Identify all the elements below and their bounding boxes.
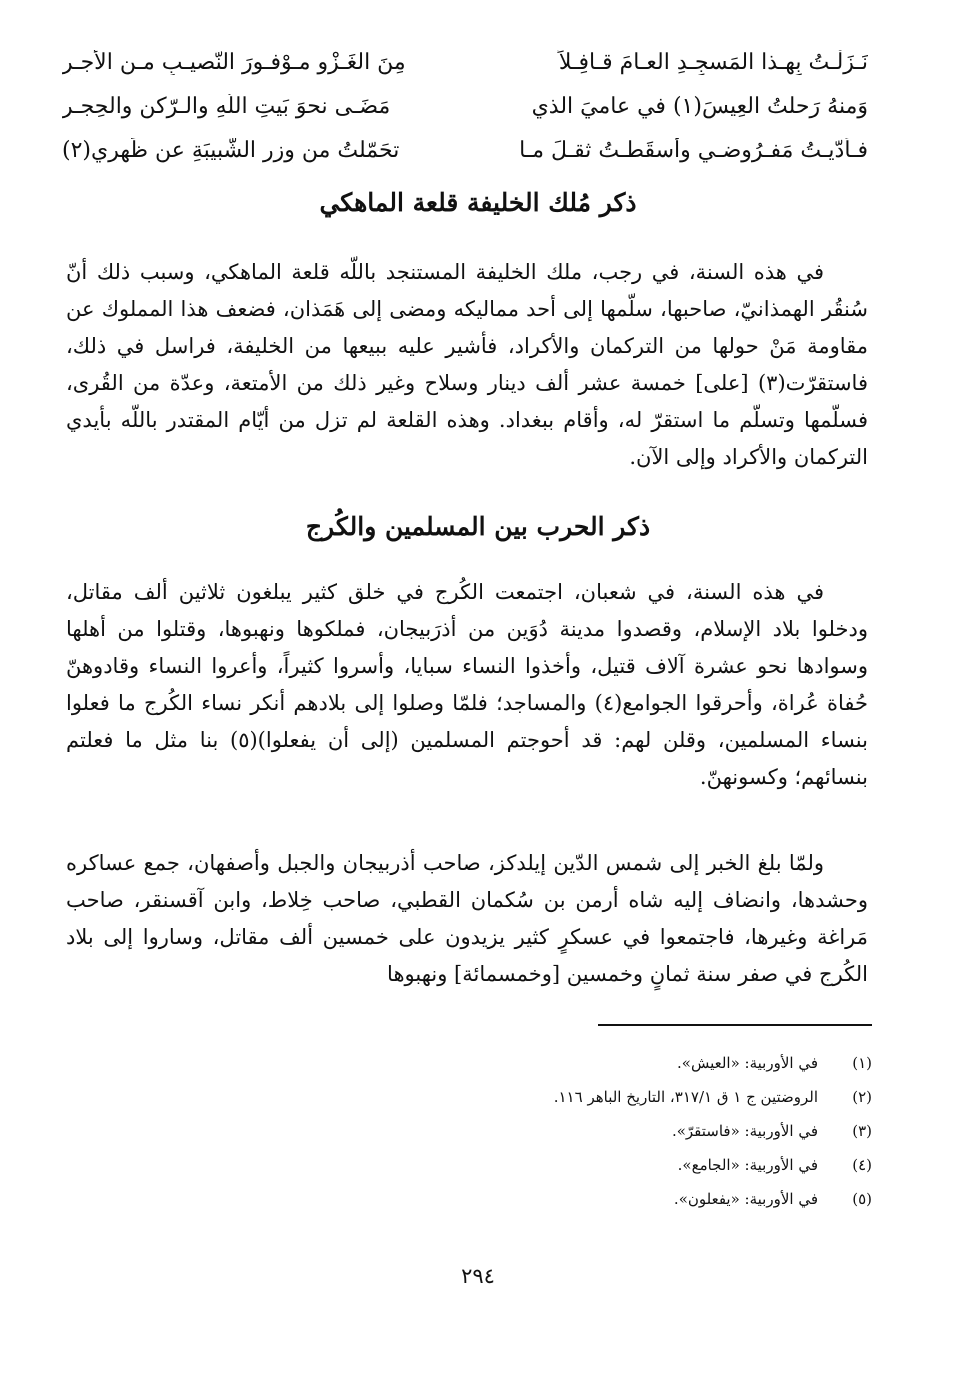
section-heading-war: ذكر الحرب بين المسلمين والكُرج bbox=[305, 512, 651, 541]
footnote-number: (١) bbox=[852, 1054, 872, 1072]
footnote-text: الروضتين ج ١ ق ٣١٧/١، التاريخ الباهر ١١٦. bbox=[553, 1088, 818, 1106]
poem-block bbox=[62, 40, 868, 172]
footnote-item bbox=[200, 1182, 872, 1216]
footnote-item bbox=[200, 1046, 872, 1080]
footnote-number: (٥) bbox=[852, 1190, 872, 1208]
footnote-divider bbox=[598, 1024, 872, 1026]
footnote-text: في الأوربية: «الجامع». bbox=[677, 1156, 818, 1174]
paragraph-war: في هذه السنة، في شعبان، اجتمعت الكُرج في خلق كثير يبلغون ثلاثين ألف مقاتل، ودخلوا بلاد الإسلام، وقصدوا مدينة دُوَين من أذرَبيجان، فملكوها ونهبوها، وقتلوا من أهلها وسوادها نحو عشرة آلاف قتيل، وأخذوا النساء سبايا، وأسروا كثيراً، وأعروا النساء وقادوهنّ حُفاة عُراة، وأحرقوا الجوامع(٤) والمساجد؛ فلمّا وصلوا إلى بلادهم أنكر نساء الكُرج ما فعلوا بنساء المسلمين، وقلن لهم: قد أحوجتم المسلمين (إلى أن يفعلوا)(٥) بنا مثل ما فعلتم بنسائهم؛ وكسونهنّ. bbox=[66, 580, 868, 789]
verse-second-hemistich: تحَمّلتُ من وِزرِ الشّبيبَةِ عن ظَهرِي(٢) bbox=[62, 137, 400, 163]
verse-line bbox=[62, 40, 868, 84]
footnote-number: (٢) bbox=[852, 1088, 872, 1106]
paragraph-campaign: ولمّا بلغ الخبر إلى شمس الدّين إيلدكز، صاحب أذربيجان والجبل وأصفهان، جمع عساكره وحشدها، وانضاف إليه شاه أرمن بن سُكمان القطبي، صاحب خِلاط، وابن آقسنقر، صاحب مَراغة وغيرها، فاجتمعوا في عسكرٍ كثير يزيدون على خمسين ألف مقاتل، وساروا إلى بلاد الكُرج في صفر سنة ثمانٍ وخمسين [وخمسمائة] ونهبوها bbox=[66, 851, 868, 986]
paragraph-fortress: في هذه السنة، في رجب، ملك الخليفة المستنجد باللّه قلعة الماهكي، وسبب ذلك أنّ سُنقُر الهمذانيّ، صاحبها، سلّمها إلى أحد مماليكه ومضى إلى هَمَذان، فضعف هذا المملوك عن مقاومة مَنْ حولها من التركمان والأكراد، فأشير عليه ببيعها من الخليفة، فراسل في ذلك، فاستقرّت(٣) [على] خمسة عشر ألف دينار وسلاح وغير ذلك من الأمتعة، وعدّة من القُرى، فسلّمها وتسلّم ما استقرّ له، وأقام ببغداد. وهذه القلعة لم تزل من أيّام المقتدر باللّه بأيدي التركمان والأكراد وإلى الآن. bbox=[66, 260, 868, 469]
footnote-number: (٤) bbox=[852, 1156, 872, 1174]
section-heading-fortress: ذكر مُلك الخليفة قلعة الماهكي bbox=[319, 188, 637, 217]
verse-line bbox=[62, 84, 868, 128]
footnote-item bbox=[200, 1148, 872, 1182]
footnote-item bbox=[200, 1080, 872, 1114]
footnotes bbox=[200, 1046, 872, 1216]
verse-first-hemistich: نَـزَلْـتُ بِهـذا المَسجِـدِ العـامَ قـافِـلاً bbox=[558, 49, 868, 75]
footnote-text: في الأوربية: «العيش». bbox=[677, 1054, 818, 1072]
verse-first-hemistich: فـأدّيـتُ مَفـرُوضـي وأسقَطـتُ ثقـلَ مـا bbox=[519, 137, 868, 163]
footnote-number: (٣) bbox=[852, 1122, 872, 1140]
verse-second-hemistich: مَضَـى نحوَ بَيتِ اللّهِ والـرّكنِ والحِجـرِ bbox=[62, 93, 391, 119]
footnote-text: في الأوربية: «يفعلون». bbox=[673, 1190, 818, 1208]
footnote-item bbox=[200, 1114, 872, 1148]
verse-second-hemistich: مِنَ الغَـزْوِ مـوْفـورَ النّصيـبِ مـن الأجـرِ bbox=[62, 49, 406, 75]
footnote-text: في الأوربية: «فاستقرّ». bbox=[671, 1122, 818, 1140]
verse-first-hemistich: وَمنهُ رَحلتُ العِيسَ(١) في عاميَ الذي bbox=[531, 93, 868, 119]
verse-line bbox=[62, 128, 868, 172]
page-number: ٢٩٤ bbox=[461, 1264, 495, 1288]
